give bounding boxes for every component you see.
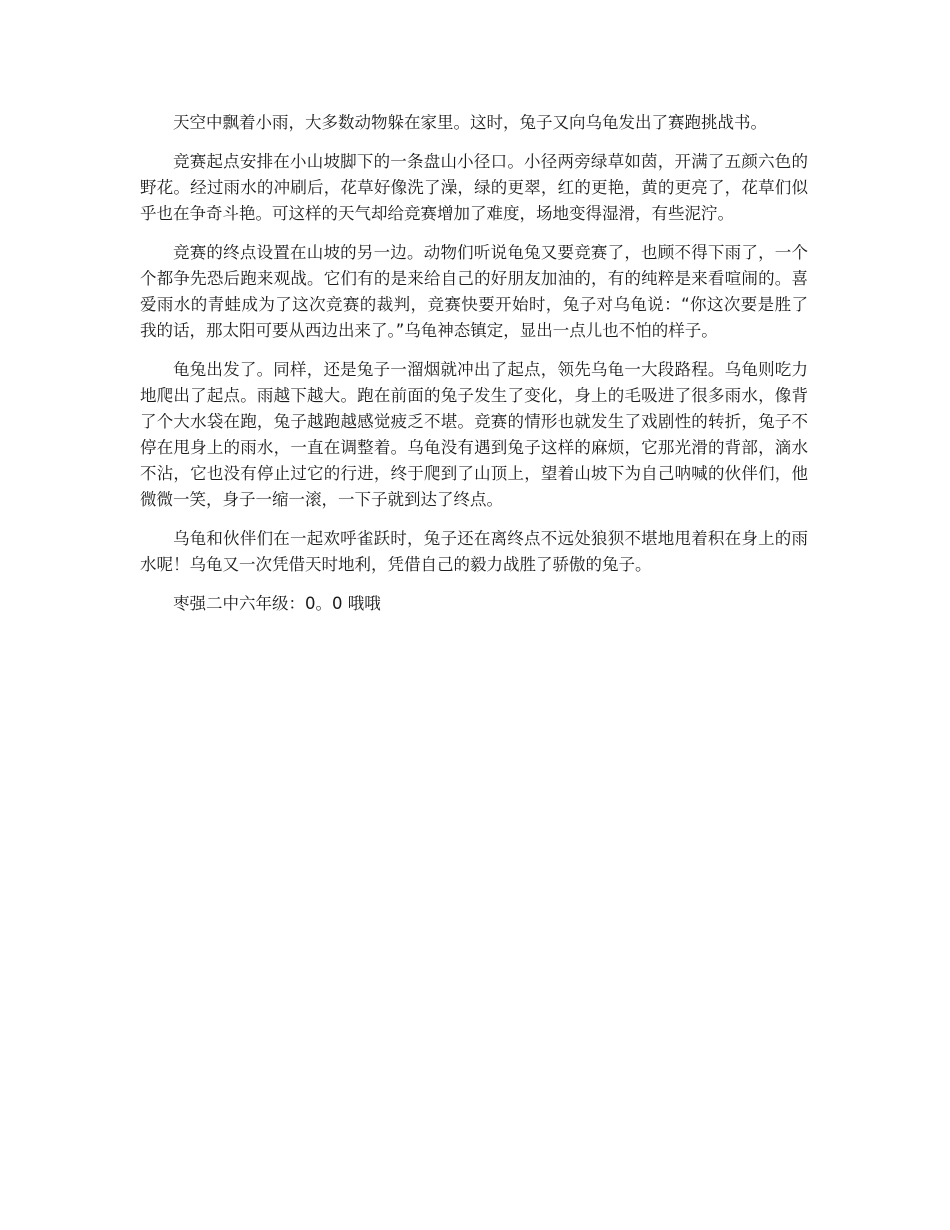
paragraph-2: 竞赛起点安排在小山坡脚下的一条盘山小径口。小径两旁绿草如茵，开满了五颜六色的野花。经过雨水的冲刷后，花草好像洗了澡，绿的更翠，红的更艳，黄的更亮了，花草们似乎也在争奇斗艳。可这样的天气却给竞赛增加了难度，场地变得湿滑，有些泥泞。 (140, 152, 808, 223)
paragraph-3: 竞赛的终点设置在山坡的另一边。动物们听说龟兔又要竞赛了，也顾不得下雨了，一个个都争先恐后跑来观战。它们有的是来给自己的好朋友加油的，有的纯粹是来看喧闹的。喜爱雨水的青蛙成为了这次竞赛的裁判，竞赛快要开始时，兔子对乌龟说：“你这次要是胜了我的话，那太阳可要从西边出来了。”乌龟神态镇定，显出一点儿也不怕的样子。 (140, 243, 808, 340)
paragraph-4: 龟兔出发了。同样，还是兔子一溜烟就冲出了起点，领先乌龟一大段路程。乌龟则吃力地爬出了起点。雨越下越大。跑在前面的兔子发生了变化，身上的毛吸进了很多雨水，像背了个大水袋在跑，兔子越跑越感觉疲乏不堪。竞赛的情形也就发生了戏剧性的转折，兔子不停在甩身上的雨水，一直在调整着。乌龟没有遇到兔子这样的麻烦，它那光滑的背部，滴水不沾，它也没有停止过它的行进，终于爬到了山顶上，望着山坡下为自己呐喊的伙伴们，他微微一笑，身子一缩一滚，一下子就到达了终点。 (140, 360, 808, 509)
document-body (140, 110, 808, 630)
paragraph-1: 天空中飘着小雨，大多数动物躲在家里。这时，兔子又向乌龟发出了赛跑挑战书。 (173, 113, 767, 132)
author-signature: 枣强二中六年级：0。0 哦哦 (173, 594, 381, 613)
paragraph-5: 乌龟和伙伴们在一起欢呼雀跃时，兔子还在离终点不远处狼狈不堪地甩着积在身上的雨水呢！乌龟又一次凭借天时地利，凭借自己的毅力战胜了骄傲的兔子。 (140, 529, 808, 574)
